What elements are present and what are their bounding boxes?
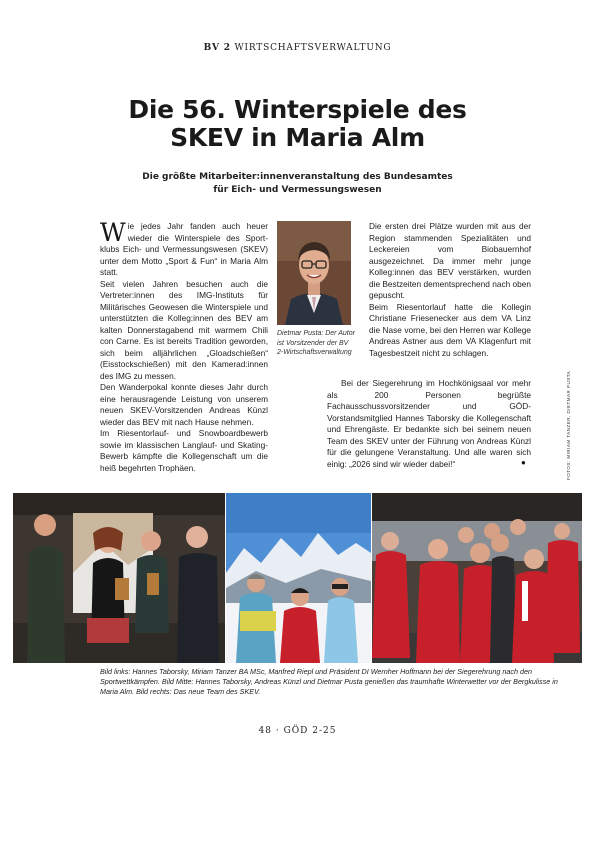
photo-credits: FOTOS: MIRIAM TANZER, DIETMAR PUSTA: [566, 370, 571, 480]
photo-award-ceremony: [13, 493, 225, 663]
section-header: [0, 43, 595, 53]
section-number: BV 2: [203, 43, 231, 53]
paragraph: Im Riesentorlauf- und Snowboardbewerb sowie im klassischen Langlauf- und Skating-Bewerb kämpfte die Kollegenschaft um die heiß begehrten Trophäen.: [100, 428, 268, 473]
paragraph: Den Wanderpokal konnte dieses Jahr durch eine herausragende Leistung von unserem neuen SKEV-Vorsitzenden Andreas Künzl wieder das BEV mit nach Hause nehmen.: [100, 382, 268, 427]
paragraph: Seit vielen Jahren besuchen auch die Vertreter:innen des IMG-Instituts für Militärisches Geowesen die Winterspiele und unterstützten die Kolleg:innen des BEV am kalten Donnerstagabend mit warmem Chili con Carne. Es ist bereits Tradition geworden, sich beim alljährlichen „Gloadschießen“ (Eisstockschießen) mit den Kamerad:innen des IMG zu messen.: [100, 278, 268, 381]
section-name: WIRTSCHAFTSVERWALTUNG: [234, 43, 392, 53]
photo-mountain-scenery: [226, 493, 371, 663]
article-column-2-continued: [327, 378, 531, 470]
issue-label: GÖD 2-25: [283, 726, 337, 736]
author-portrait: [277, 221, 351, 325]
page-footer: [0, 726, 595, 736]
drop-cap: W: [100, 218, 126, 247]
footer-separator: ·: [275, 726, 280, 736]
article-title: [60, 96, 535, 152]
photo-mountain-scenery-image: [226, 493, 371, 663]
title-line-2: SKEV in Maria Alm: [170, 123, 425, 152]
article-column-1: [100, 218, 268, 474]
paragraph: Beim Riesentorlauf hatte die Kollegin Christiane Friesenecker aus dem VA Linz die Nase vorne, bei den Herren war Kollege Andreas Astner aus dem VA Klagenfurt mit Tagesbestzeit nicht zu schlagen.: [369, 301, 531, 358]
paragraph: Wie jedes Jahr fanden auch heuer wieder die Winterspiele des Sport-klubs Eich- und Vermessungswesen (SKEV) unter dem Motto „Sport & Fun“ in Maria Alm statt.: [100, 218, 268, 277]
page-number: 48: [258, 726, 272, 736]
photo-team: [372, 493, 582, 663]
subtitle-line-2: für Eich- und Vermessungswesen: [213, 184, 382, 195]
subtitle-line-1: Die größte Mitarbeiter:innenveranstaltung des Bundesamtes: [142, 172, 453, 182]
title-line-1: Die 56. Winterspiele des: [128, 95, 467, 124]
photo-team-image: [372, 493, 582, 663]
paragraph: Bei der Siegerehrung im Hochkönigsaal vor mehr als 200 Personen begrüßte Fachausschussvorsitzender und GÖD-Vorstandsmitglied Hannes Taborsky die Kollegenschaft und Ehrengäste. Er bedankte sich bei seinem neuen Team des SKEV unter der Führung von Andreas Künzl für die gelungene Veranstaltung. Und alle waren sich einig: „2026 sind wir wieder dabei!“: [327, 378, 531, 469]
photo-caption: Bild links: Hannes Taborsky, Miriam Tanzer BA MSc, Manfred Riepl und Präsident DI Wernher Hoffmann bei der Siegerehrung nach den Sportwettkämpfen. Bild Mitte: Hannes Taborsky, Andreas Künzl und Dietmar Pusta genießen das traumhafte Winterwetter vor der Bergkulisse in Maria Alm. Bild rechts: Das neue Team des SKEV.: [100, 667, 558, 696]
article-column-2: [369, 221, 531, 359]
end-mark: ●: [521, 458, 526, 467]
article-subtitle: [120, 171, 475, 196]
paragraph: Die ersten drei Plätze wurden mit aus der Region stammenden Spezialitäten und Leckereien vom Biobauernhof ausgezeichnet. Da immer mehr junge Kolleg:innen das BEV verstärken, wurden die Bestzeiten dementsprechend nach oben gepuscht.: [369, 221, 531, 300]
portrait-caption: Dietmar Pusta: Der Autor ist Vorsitzender der BV 2-Wirtschaftsverwaltung: [277, 330, 355, 356]
photo-award-ceremony-image: [13, 493, 225, 663]
author-portrait-image: [277, 221, 351, 325]
